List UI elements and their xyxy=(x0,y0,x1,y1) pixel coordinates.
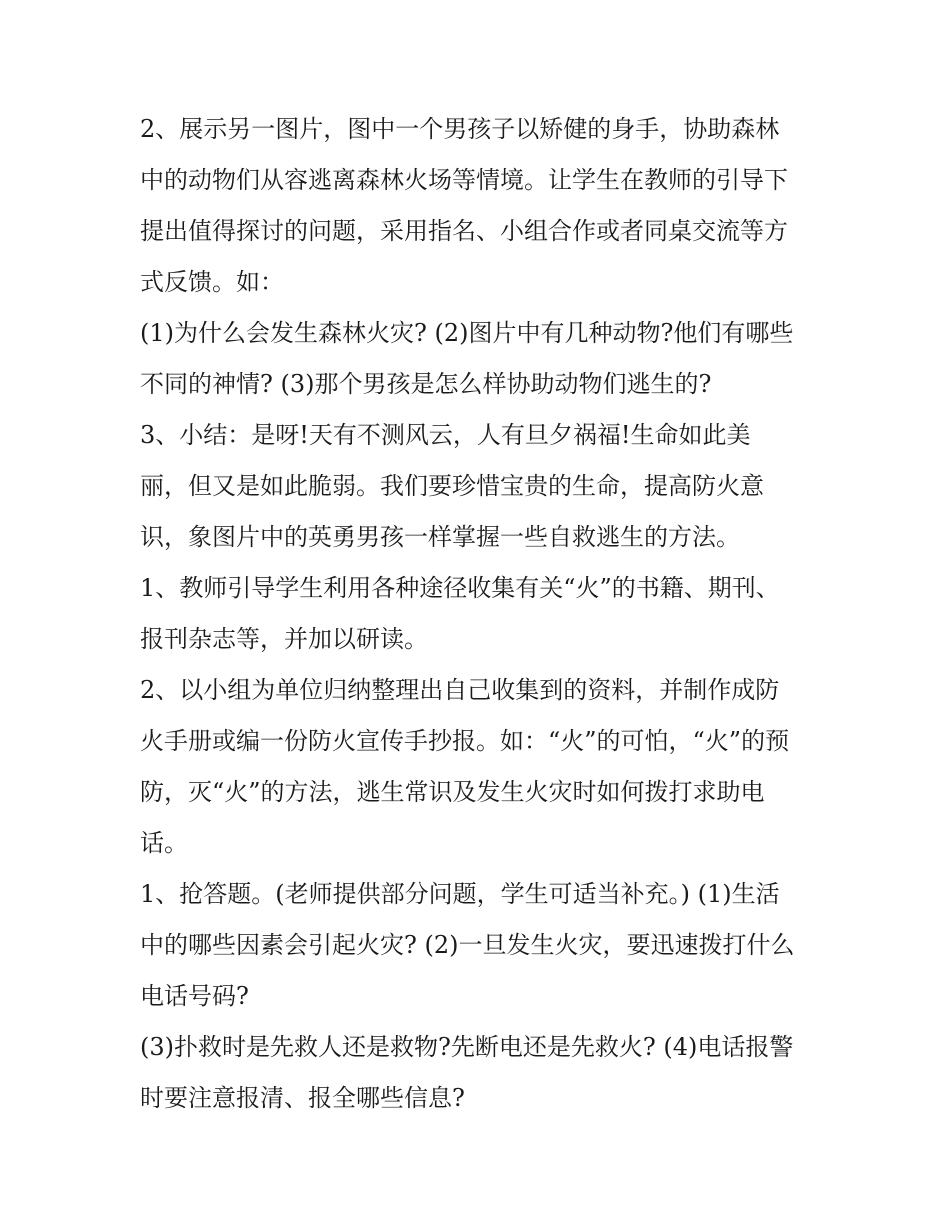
text-line: (1)为什么会发生森林火灾? (2)图片中有几种动物?他们有哪些 xyxy=(140,319,794,347)
text-line: 报刊杂志等，并加以研读。 xyxy=(140,625,428,653)
text-line: 话。 xyxy=(140,829,188,857)
text-line: 不同的神情? (3)那个男孩是怎么样协助动物们逃生的? xyxy=(140,370,712,398)
text-line: 中的动物们从容逃离森林火场等情境。让学生在教师的引导下 xyxy=(140,166,788,194)
text-line: 防，灭“火”的方法，逃生常识及发生火灾时如何拨打求助电 xyxy=(140,778,765,806)
text-line: 火手册或编一份防火宣传手抄报。如：“火”的可怕，“火”的预 xyxy=(140,727,790,755)
text-line: 3、小结：是呀!天有不测风云，人有旦夕祸福!生命如此美 xyxy=(140,421,751,449)
text-line: 式反馈。如： xyxy=(140,268,284,296)
text-line: 丽，但又是如此脆弱。我们要珍惜宝贵的生命，提高防火意 xyxy=(140,472,764,500)
text-line: 中的哪些因素会引起火灾? (2)一旦发生火灾，要迅速拨打什么 xyxy=(140,931,795,959)
text-line: 识，象图片中的英勇男孩一样掌握一些自救逃生的方法。 xyxy=(140,523,740,551)
text-line: (3)扑救时是先救人还是救物?先断电还是先救火? (4)电话报警 xyxy=(140,1033,794,1061)
text-line: 2、以小组为单位归纳整理出自己收集到的资料，并制作成防 xyxy=(140,676,780,704)
document-body xyxy=(140,104,820,1124)
text-line: 时要注意报清、报全哪些信息? xyxy=(140,1084,465,1112)
text-line: 提出值得探讨的问题，采用指名、小组合作或者同桌交流等方 xyxy=(140,217,788,245)
text-line: 2、展示另一图片，图中一个男孩子以矫健的身手，协助森林 xyxy=(140,115,780,143)
text-line: 1、抢答题。(老师提供部分问题，学生可适当补充。) (1)生活 xyxy=(140,880,780,908)
text-line: 电话号码? xyxy=(140,982,249,1010)
text-line: 1、教师引导学生利用各种途径收集有关“火”的书籍、期刊、 xyxy=(140,574,780,602)
